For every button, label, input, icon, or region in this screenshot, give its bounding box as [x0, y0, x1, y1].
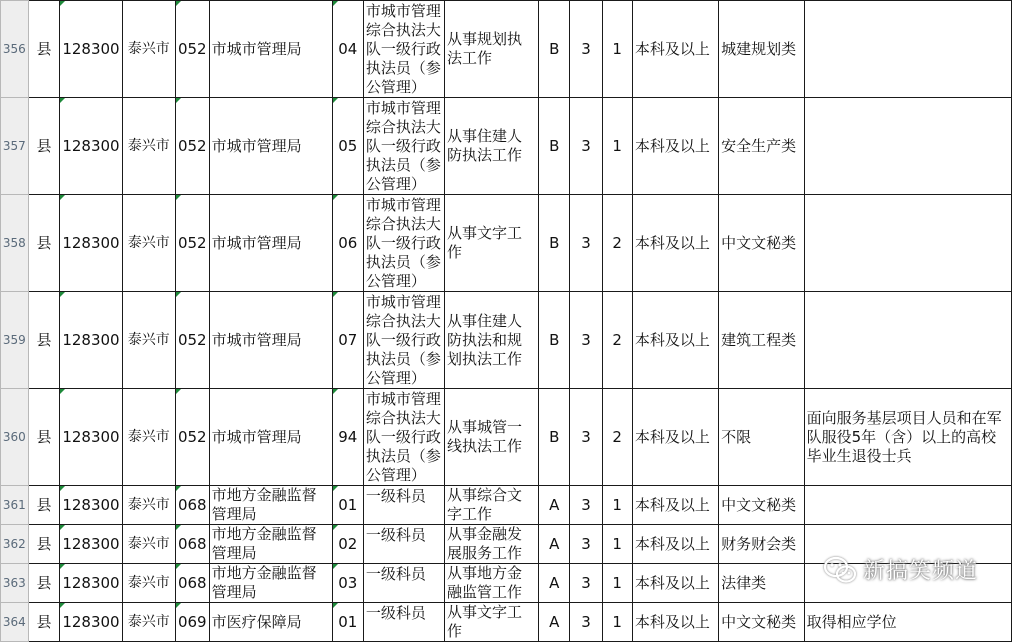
cell-code[interactable]: 128300 — [60, 564, 122, 603]
cell-code[interactable]: 128300 — [60, 525, 122, 564]
cell-duty[interactable]: 从事金融发展服务工作 — [444, 525, 538, 564]
cell-duty[interactable]: 从事地方金融监管工作 — [444, 564, 538, 603]
cell-edu[interactable]: 本科及以上 — [632, 98, 718, 195]
table-row — [1, 195, 1012, 292]
table-row — [1, 98, 1012, 195]
cell-pos[interactable]: 一级科员 — [363, 486, 444, 525]
row-number[interactable]: 362 — [1, 525, 29, 564]
cell-edu[interactable]: 本科及以上 — [632, 525, 718, 564]
cell-cat[interactable]: B — [539, 292, 570, 389]
row-number[interactable]: 360 — [1, 389, 29, 486]
cell-note[interactable] — [804, 564, 1011, 603]
cell-city[interactable]: 泰兴市 — [122, 389, 175, 486]
cell-city[interactable]: 泰兴市 — [122, 98, 175, 195]
cell-level[interactable]: 县 — [28, 98, 60, 195]
cell-count[interactable]: 1 — [602, 603, 632, 642]
cell-count[interactable]: 1 — [602, 1, 632, 98]
cell-city[interactable]: 泰兴市 — [122, 486, 175, 525]
cell-pos[interactable]: 市城市管理综合执法大队一级行政执法员（参公管理） — [363, 389, 444, 486]
cell-cat[interactable]: A — [539, 525, 570, 564]
cell-pos[interactable]: 市城市管理综合执法大队一级行政执法员（参公管理） — [363, 292, 444, 389]
cell-dept-code[interactable]: 052 — [175, 195, 209, 292]
cell-city[interactable]: 泰兴市 — [122, 603, 175, 642]
table-row — [1, 603, 1012, 642]
cell-city[interactable]: 泰兴市 — [122, 195, 175, 292]
row-number[interactable]: 358 — [1, 195, 29, 292]
cell-edu[interactable]: 本科及以上 — [632, 564, 718, 603]
cell-major[interactable]: 法律类 — [719, 564, 804, 603]
cell-level[interactable]: 县 — [28, 1, 60, 98]
cell-city[interactable]: 泰兴市 — [122, 525, 175, 564]
row-number[interactable]: 361 — [1, 486, 29, 525]
cell-pos-code[interactable]: 01 — [332, 486, 363, 525]
cell-ratio[interactable]: 3 — [570, 603, 602, 642]
cell-note[interactable] — [804, 486, 1011, 525]
cell-major[interactable]: 财务财会类 — [719, 525, 804, 564]
cell-pos[interactable]: 一级科员 — [363, 525, 444, 564]
table-row — [1, 564, 1012, 603]
cell-count[interactable]: 1 — [602, 98, 632, 195]
cell-duty[interactable]: 从事综合文字工作 — [444, 486, 538, 525]
cell-duty[interactable]: 从事住建人防执法和规划执法工作 — [444, 292, 538, 389]
cell-cat[interactable]: A — [539, 603, 570, 642]
cell-code[interactable]: 128300 — [60, 1, 122, 98]
cell-count[interactable]: 1 — [602, 486, 632, 525]
cell-major[interactable]: 安全生产类 — [719, 98, 804, 195]
cell-major[interactable]: 城建规划类 — [719, 1, 804, 98]
cell-duty[interactable]: 从事文字工作 — [444, 195, 538, 292]
cell-note[interactable] — [804, 525, 1011, 564]
cell-major[interactable]: 不限 — [719, 389, 804, 486]
cell-ratio[interactable]: 3 — [570, 486, 602, 525]
cell-cat[interactable]: B — [539, 98, 570, 195]
cell-note[interactable] — [804, 292, 1011, 389]
cell-ratio[interactable]: 3 — [570, 98, 602, 195]
row-number[interactable]: 363 — [1, 564, 29, 603]
cell-pos-code[interactable]: 04 — [332, 1, 363, 98]
cell-pos-code[interactable]: 05 — [332, 98, 363, 195]
cell-pos-code[interactable]: 03 — [332, 564, 363, 603]
cell-edu[interactable]: 本科及以上 — [632, 603, 718, 642]
cell-note[interactable] — [804, 195, 1011, 292]
cell-major[interactable]: 建筑工程类 — [719, 292, 804, 389]
cell-count[interactable]: 2 — [602, 195, 632, 292]
cell-edu[interactable]: 本科及以上 — [632, 486, 718, 525]
cell-dept[interactable]: 市城市管理局 — [209, 195, 332, 292]
table-row — [1, 292, 1012, 389]
cell-dept-code[interactable]: 068 — [175, 525, 209, 564]
cell-note[interactable] — [804, 98, 1011, 195]
cell-major[interactable]: 中文文秘类 — [719, 603, 804, 642]
cell-cat[interactable]: B — [539, 1, 570, 98]
cell-cat[interactable]: B — [539, 389, 570, 486]
cell-pos[interactable]: 市城市管理综合执法大队一级行政执法员（参公管理） — [363, 1, 444, 98]
cell-note[interactable]: 面向服务基层项目人员和在军队服役5年（含）以上的高校毕业生退役士兵 — [804, 389, 1011, 486]
cell-dept[interactable]: 市地方金融监督管理局 — [209, 525, 332, 564]
cell-pos-code[interactable]: 06 — [332, 195, 363, 292]
row-number[interactable]: 357 — [1, 98, 29, 195]
cell-pos[interactable]: 市城市管理综合执法大队一级行政执法员（参公管理） — [363, 195, 444, 292]
cell-code[interactable]: 128300 — [60, 389, 122, 486]
cell-dept-code[interactable]: 068 — [175, 486, 209, 525]
cell-cat[interactable]: B — [539, 195, 570, 292]
cell-level[interactable]: 县 — [28, 486, 60, 525]
cell-count[interactable]: 1 — [602, 525, 632, 564]
cell-level[interactable]: 县 — [28, 292, 60, 389]
cell-dept[interactable]: 市城市管理局 — [209, 292, 332, 389]
cell-city[interactable]: 泰兴市 — [122, 1, 175, 98]
cell-note[interactable] — [804, 1, 1011, 98]
cell-code[interactable]: 128300 — [60, 603, 122, 642]
cell-level[interactable]: 县 — [28, 564, 60, 603]
cell-duty[interactable]: 从事文字工作 — [444, 603, 538, 642]
cell-duty[interactable]: 从事住建人防执法工作 — [444, 98, 538, 195]
cell-ratio[interactable]: 3 — [570, 292, 602, 389]
cell-ratio[interactable]: 3 — [570, 564, 602, 603]
cell-dept[interactable]: 市城市管理局 — [209, 98, 332, 195]
cell-dept-code[interactable]: 052 — [175, 292, 209, 389]
cell-dept-code[interactable]: 052 — [175, 1, 209, 98]
cell-dept[interactable]: 市地方金融监督管理局 — [209, 564, 332, 603]
table-row — [1, 389, 1012, 486]
cell-dept-code[interactable]: 052 — [175, 98, 209, 195]
cell-ratio[interactable]: 3 — [570, 525, 602, 564]
cell-dept-code[interactable]: 069 — [175, 603, 209, 642]
table-row — [1, 486, 1012, 525]
cell-dept[interactable]: 市城市管理局 — [209, 389, 332, 486]
cell-ratio[interactable]: 3 — [570, 195, 602, 292]
cell-count[interactable]: 2 — [602, 389, 632, 486]
cell-pos-code[interactable]: 07 — [332, 292, 363, 389]
row-number[interactable]: 356 — [1, 1, 29, 98]
cell-major[interactable]: 中文文秘类 — [719, 486, 804, 525]
cell-cat[interactable]: A — [539, 486, 570, 525]
cell-code[interactable]: 128300 — [60, 98, 122, 195]
cell-pos-code[interactable]: 01 — [332, 603, 363, 642]
cell-edu[interactable]: 本科及以上 — [632, 1, 718, 98]
cell-level[interactable]: 县 — [28, 603, 60, 642]
cell-dept-code[interactable]: 068 — [175, 564, 209, 603]
cell-edu[interactable]: 本科及以上 — [632, 292, 718, 389]
table-row — [1, 1, 1012, 98]
cell-duty[interactable]: 从事城管一线执法工作 — [444, 389, 538, 486]
cell-count[interactable]: 1 — [602, 564, 632, 603]
cell-pos-code[interactable]: 02 — [332, 525, 363, 564]
cell-ratio[interactable]: 3 — [570, 389, 602, 486]
cell-note[interactable]: 取得相应学位 — [804, 603, 1011, 642]
cell-code[interactable]: 128300 — [60, 195, 122, 292]
cell-city[interactable]: 泰兴市 — [122, 564, 175, 603]
cell-pos[interactable]: 一级科员 — [363, 564, 444, 603]
watermark-text: 新搞笑频道 — [862, 559, 978, 584]
cell-edu[interactable]: 本科及以上 — [632, 389, 718, 486]
cell-duty[interactable]: 从事规划执法工作 — [444, 1, 538, 98]
cell-pos[interactable]: 市城市管理综合执法大队一级行政执法员（参公管理） — [363, 98, 444, 195]
cell-level[interactable]: 县 — [28, 525, 60, 564]
cell-pos[interactable]: 一级科员 — [363, 603, 444, 642]
cell-city[interactable]: 泰兴市 — [122, 292, 175, 389]
cell-level[interactable]: 县 — [28, 195, 60, 292]
cell-cat[interactable]: A — [539, 564, 570, 603]
cell-code[interactable]: 128300 — [60, 292, 122, 389]
cell-dept[interactable]: 市医疗保障局 — [209, 603, 332, 642]
cell-count[interactable]: 2 — [602, 292, 632, 389]
cell-pos-code[interactable]: 94 — [332, 389, 363, 486]
row-number[interactable]: 364 — [1, 603, 29, 642]
cell-dept[interactable]: 市城市管理局 — [209, 1, 332, 98]
cell-dept[interactable]: 市地方金融监督管理局 — [209, 486, 332, 525]
cell-code[interactable]: 128300 — [60, 486, 122, 525]
cell-edu[interactable]: 本科及以上 — [632, 195, 718, 292]
table-row — [1, 525, 1012, 564]
cell-ratio[interactable]: 3 — [570, 1, 602, 98]
cell-level[interactable]: 县 — [28, 389, 60, 486]
cell-major[interactable]: 中文文秘类 — [719, 195, 804, 292]
row-number[interactable]: 359 — [1, 292, 29, 389]
cell-dept-code[interactable]: 052 — [175, 389, 209, 486]
